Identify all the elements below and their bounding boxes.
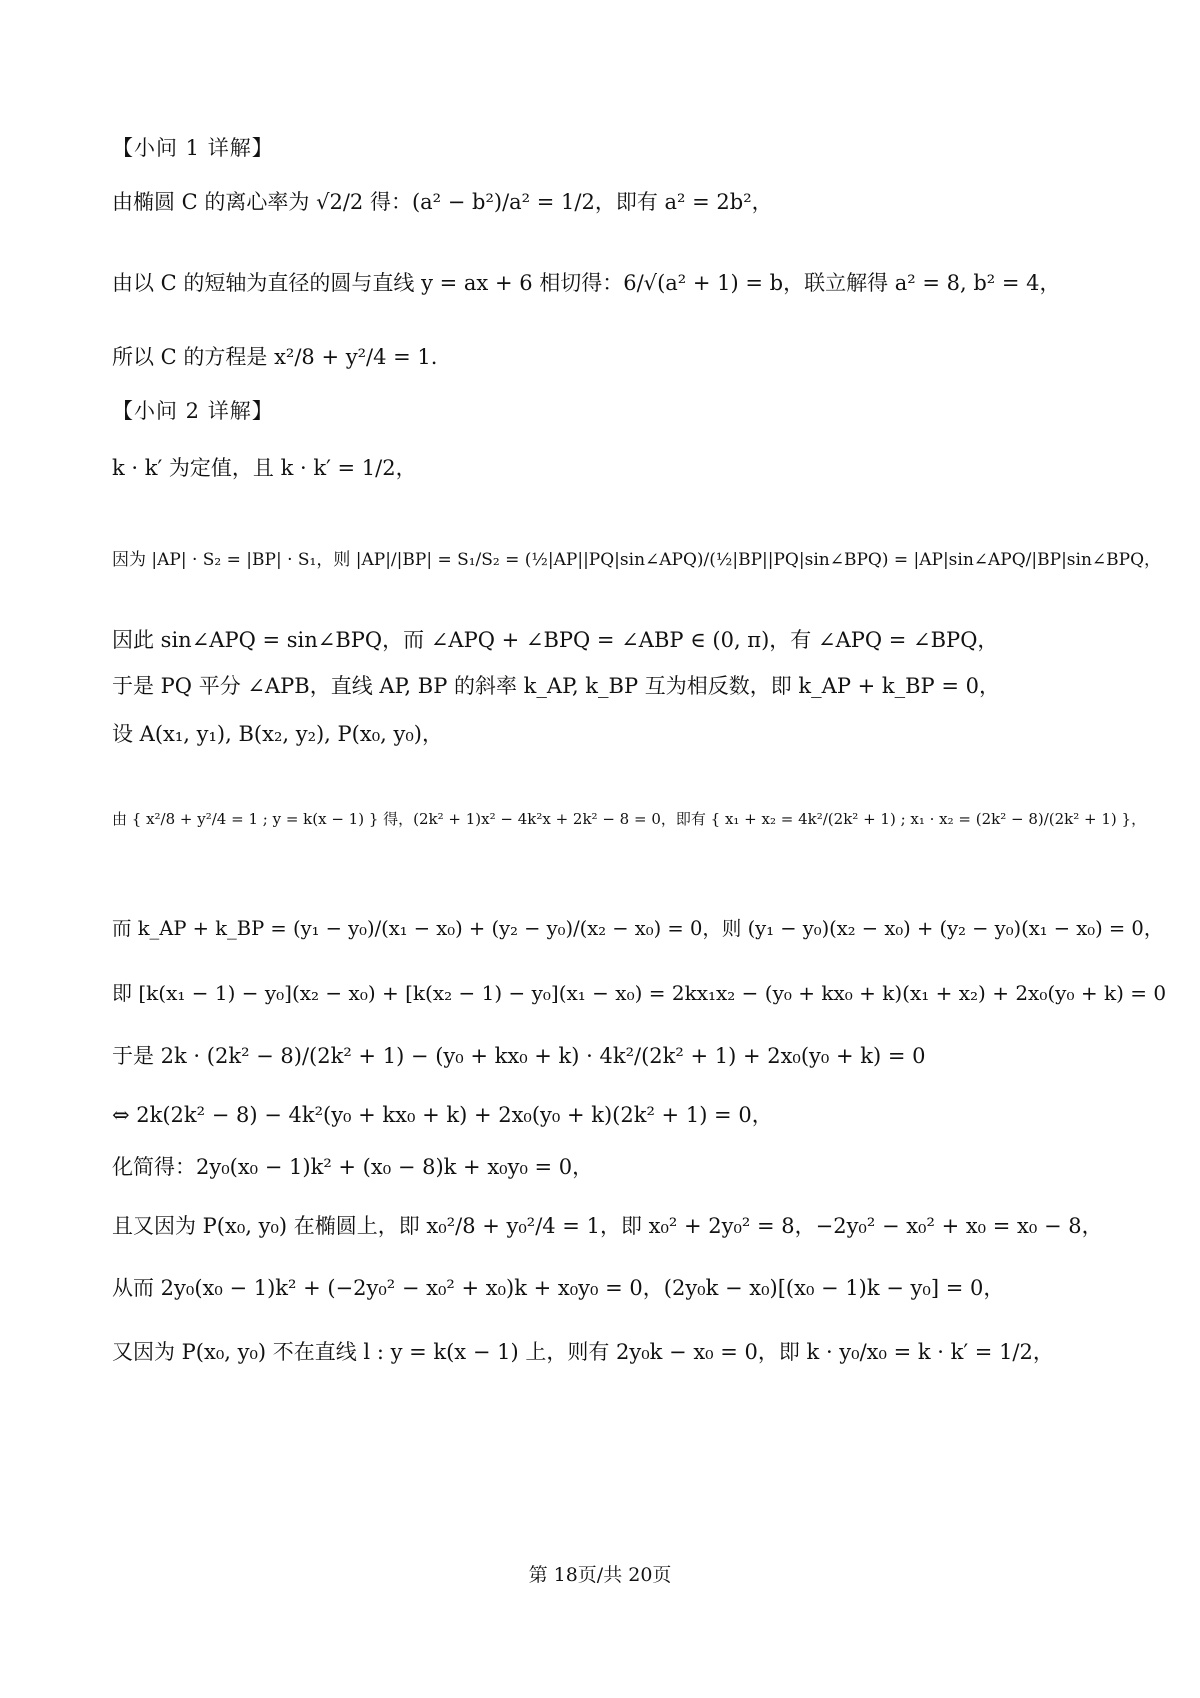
text-line-3: 所以 C 的方程是 x²/8 + y²/4 = 1. — [112, 345, 438, 369]
text-line-10: 而 k_AP + k_BP = (y₁ − y₀)/(x₁ − x₀) + (y₂ − y₀)/(x₂ − x₀) = 0，则 (y₁ − y₀)(x₂ − x₀) + (y₂ − y₀)(x₁ − x₀) = 0， — [112, 917, 1164, 940]
section1-heading: 【小问 1 详解】 — [112, 136, 274, 160]
text-line-6: 因此 sin∠APQ = sin∠BPQ，而 ∠APQ + ∠BPQ = ∠ABP ∈ (0, π)，有 ∠APQ = ∠BPQ， — [112, 628, 999, 652]
text-line-7: 于是 PQ 平分 ∠APB，直线 AP, BP 的斜率 k_AP, k_BP 互为相反数，即 k_AP + k_BP = 0， — [112, 674, 1000, 698]
text-line-1: 由椭圆 C 的离心率为 √2/2 得：(a² − b²)/a² = 1/2，即有 a² = 2b²， — [112, 190, 773, 214]
text-line-4: k · k′ 为定值，且 k · k′ = 1/2， — [112, 456, 417, 480]
text-line-15: 且又因为 P(x₀, y₀) 在椭圆上，即 x₀²/8 + y₀²/4 = 1，即 x₀² + 2y₀² = 8，−2y₀² − x₀² + x₀ = x₀ − 8， — [112, 1214, 1103, 1238]
section2-heading: 【小问 2 详解】 — [112, 399, 274, 423]
text-line-11: 即 [k(x₁ − 1) − y₀](x₂ − x₀) + [k(x₂ − 1) − y₀](x₁ − x₀) = 2kx₁x₂ − (y₀ + kx₀ + k)(x₁ + x₂) + 2x₀(y₀ + k) = 0 — [112, 981, 1167, 1005]
text-line-13: ⇔ 2k(2k² − 8) − 4k²(y₀ + kx₀ + k) + 2x₀(y₀ + k)(2k² + 1) = 0， — [112, 1103, 773, 1127]
text-line-17: 又因为 P(x₀, y₀) 不在直线 l : y = k(x − 1) 上，则有 2y₀k − x₀ = 0，即 k · y₀/x₀ = k · k′ = 1/2， — [112, 1340, 1054, 1364]
text-line-9: 由 { x²/8 + y²/4 = 1 ; y = k(x − 1) } 得，(2k² + 1)x² − 4k²x + 2k² − 8 = 0，即有 { x₁ + x₂ = 4k²/(2k² + 1) ; x₁ · x₂ = (2k² − 8)/(2k² + 1) }， — [112, 810, 1147, 828]
text-line-2: 由以 C 的短轴为直径的圆与直线 y = ax + 6 相切得：6/√(a² + 1) = b，联立解得 a² = 8, b² = 4， — [112, 271, 1061, 295]
text-line-16: 从而 2y₀(x₀ − 1)k² + (−2y₀² − x₀² + x₀)k + x₀y₀ = 0，(2y₀k − x₀)[(x₀ − 1)k − y₀] = 0， — [112, 1276, 1005, 1300]
page-number-footer: 第 18页/共 20页 — [528, 1564, 672, 1586]
text-line-14: 化简得：2y₀(x₀ − 1)k² + (x₀ − 8)k + x₀y₀ = 0， — [112, 1155, 594, 1179]
text-line-12: 于是 2k · (2k² − 8)/(2k² + 1) − (y₀ + kx₀ + k) · 4k²/(2k² + 1) + 2x₀(y₀ + k) = 0 — [112, 1044, 926, 1068]
text-line-5: 因为 |AP| · S₂ = |BP| · S₁，则 |AP|/|BP| = S₁/S₂ = (½|AP||PQ|sin∠APQ)/(½|BP||PQ|sin∠BPQ) = |AP|sin∠APQ/|BP|sin∠BPQ， — [112, 550, 1162, 570]
text-line-8: 设 A(x₁, y₁), B(x₂, y₂), P(x₀, y₀)， — [112, 722, 443, 746]
